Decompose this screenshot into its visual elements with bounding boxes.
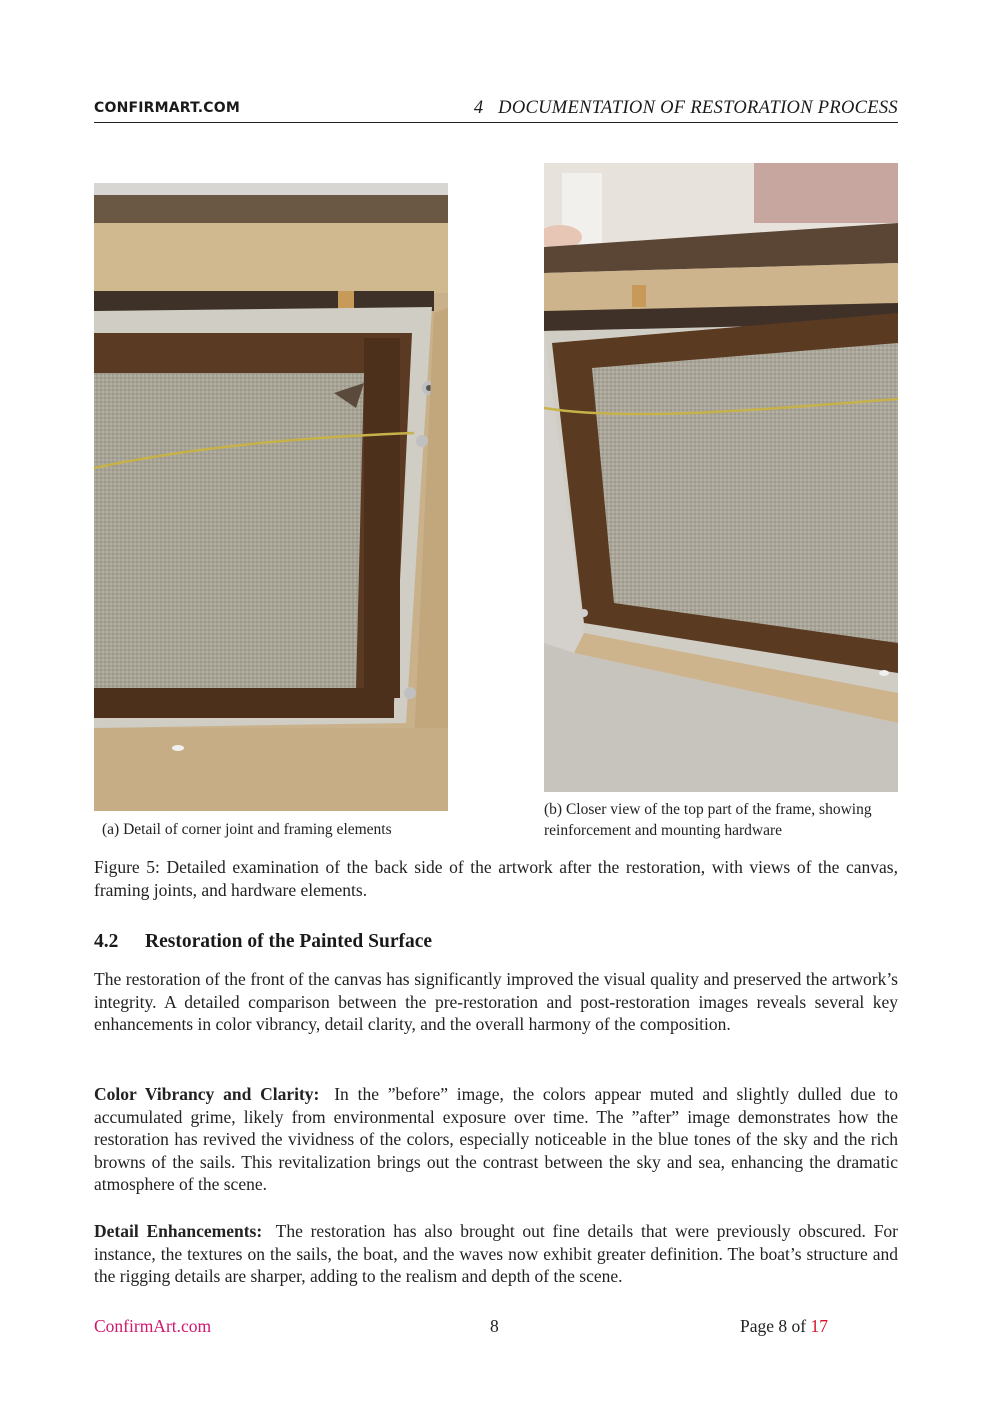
detail-heading: Detail Enhancements: [94,1221,263,1241]
intro-paragraph: The restoration of the front of the canvas has significantly improved the visual quality and preserved the artwork’s integrity. A detailed comparison between the pre-restoration and post-restoration images reveals several key enhancements in color vibrancy, detail clarity, and the overall harmony of the composition. [94,969,898,1035]
footer-page-count [740,1316,828,1337]
footer-page-label: Page 8 of [740,1316,807,1336]
color-text: In the ”before” image, the colors appear muted and slightly dulled due to accumulated grime, likely from environmental exposure over time. The ”after” image demonstrates how the restoration has revived the vividness of the colors, especially noticeable in the blue tones of the sky and the rich browns of the sails. This revitalization brings out the contrast between the sky and sea, enhancing the dramatic atmosphere of the scene. [94,1084,899,1195]
color-heading: Color Vibrancy and Clarity: [94,1084,320,1104]
footer-site-link[interactable]: ConfirmArt.com [94,1316,212,1336]
footer-page-number: 8 [490,1316,499,1336]
detail-paragraph [94,1220,898,1288]
header-rule [94,122,898,123]
section-number: 4.2 [94,931,119,952]
subfigure-b-caption: (b) Closer view of the top part of the frame, showing reinforcement and mounting hardware [544,801,872,839]
photo-corner-joint [94,183,448,811]
color-paragraph [94,1083,898,1196]
chapter-number: 4 [473,98,484,118]
section-title: Restoration of the Painted Surface [145,931,433,952]
photo-top-frame [544,163,898,792]
figure-caption: Figure 5: Detailed examination of the back side of the artwork after the restoration, with views of the canvas, framing joints, and hardware elements. [94,857,898,900]
footer-page-total[interactable]: 17 [810,1316,828,1336]
section-heading [94,931,432,953]
chapter-title: DOCUMENTATION OF RESTORATION PROCESS [498,98,898,118]
header-logo: CONFIRMART.COM [94,100,241,116]
header-chapter-title [474,98,898,119]
detail-text: The restoration has also brought out fine details that were previously obscured. For instance, the textures on the sails, the boat, and the waves now exhibit greater definition. The boat’s structure and the rigging details are sharper, adding to the realism and depth of the scene. [94,1221,899,1287]
subfigure-a-caption: (a) Detail of corner joint and framing elements [102,821,392,838]
